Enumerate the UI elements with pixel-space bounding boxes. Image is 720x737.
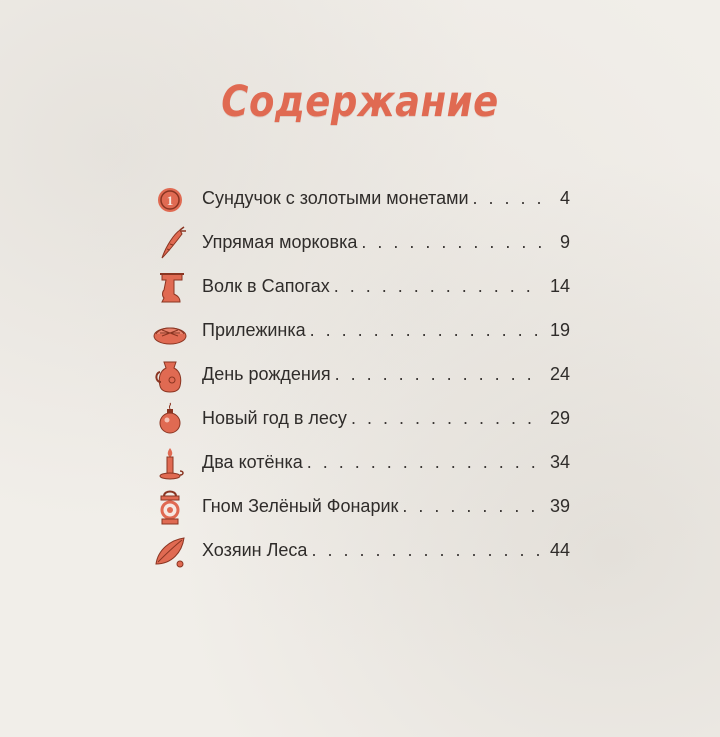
lantern-icon xyxy=(150,488,190,528)
toc-entry-title: Гном Зелёный Фонарик xyxy=(202,496,399,516)
toc-entry[interactable] xyxy=(140,310,570,354)
dot-leader xyxy=(310,318,542,342)
toc-entry-title: Новый год в лесу xyxy=(202,408,347,428)
jug-icon xyxy=(150,356,190,396)
toc-entry-title: Волк в Сапогах xyxy=(202,276,330,296)
toc-entry-title: Сундучок с золотыми монетами xyxy=(202,188,469,208)
toc-entry[interactable] xyxy=(140,442,570,486)
toc-entry[interactable] xyxy=(140,266,570,310)
carrot-icon xyxy=(150,224,190,264)
dot-leader xyxy=(311,538,542,562)
toc-entry-title: День рождения xyxy=(202,364,331,384)
dot-leader xyxy=(351,406,542,430)
toc-entry-title: Упрямая морковка xyxy=(202,232,358,252)
dot-leader xyxy=(335,362,542,386)
coin-icon xyxy=(150,180,190,220)
page-title: Содержание xyxy=(221,76,499,127)
dot-leader xyxy=(307,450,542,474)
boot-icon xyxy=(150,268,190,308)
toc-entry-page: 24 xyxy=(549,364,570,384)
candle-icon xyxy=(150,444,190,484)
svg-text:1: 1 xyxy=(166,193,174,208)
toc-entry-page: 39 xyxy=(549,496,570,516)
toc-entry[interactable] xyxy=(140,486,570,530)
toc-entry-title: Два котёнка xyxy=(202,452,303,472)
ornament-icon xyxy=(150,400,190,440)
toc-entry-title: Прилежинка xyxy=(202,320,306,340)
toc-entry-page: 9 xyxy=(559,232,570,252)
toc-entry-page: 19 xyxy=(549,320,570,340)
toc-entry-page: 4 xyxy=(559,188,570,208)
toc-entry-title: Хозяин Леса xyxy=(202,540,308,560)
dot-leader xyxy=(473,186,542,210)
toc-entry-page: 44 xyxy=(549,540,570,560)
toc-entry[interactable] xyxy=(140,530,570,574)
dot-leader xyxy=(361,230,542,254)
toc-entry[interactable] xyxy=(140,354,570,398)
toc-entry-page: 14 xyxy=(549,276,570,296)
toc-entry-page: 29 xyxy=(549,408,570,428)
toc-entry-page: 34 xyxy=(549,452,570,472)
toc-entry[interactable] xyxy=(140,222,570,266)
toc-entry[interactable] xyxy=(140,178,570,222)
dot-leader xyxy=(334,274,542,298)
pie-icon xyxy=(150,312,190,352)
leaf-icon xyxy=(150,532,190,572)
toc-entry[interactable] xyxy=(140,398,570,442)
dot-leader xyxy=(402,494,542,518)
